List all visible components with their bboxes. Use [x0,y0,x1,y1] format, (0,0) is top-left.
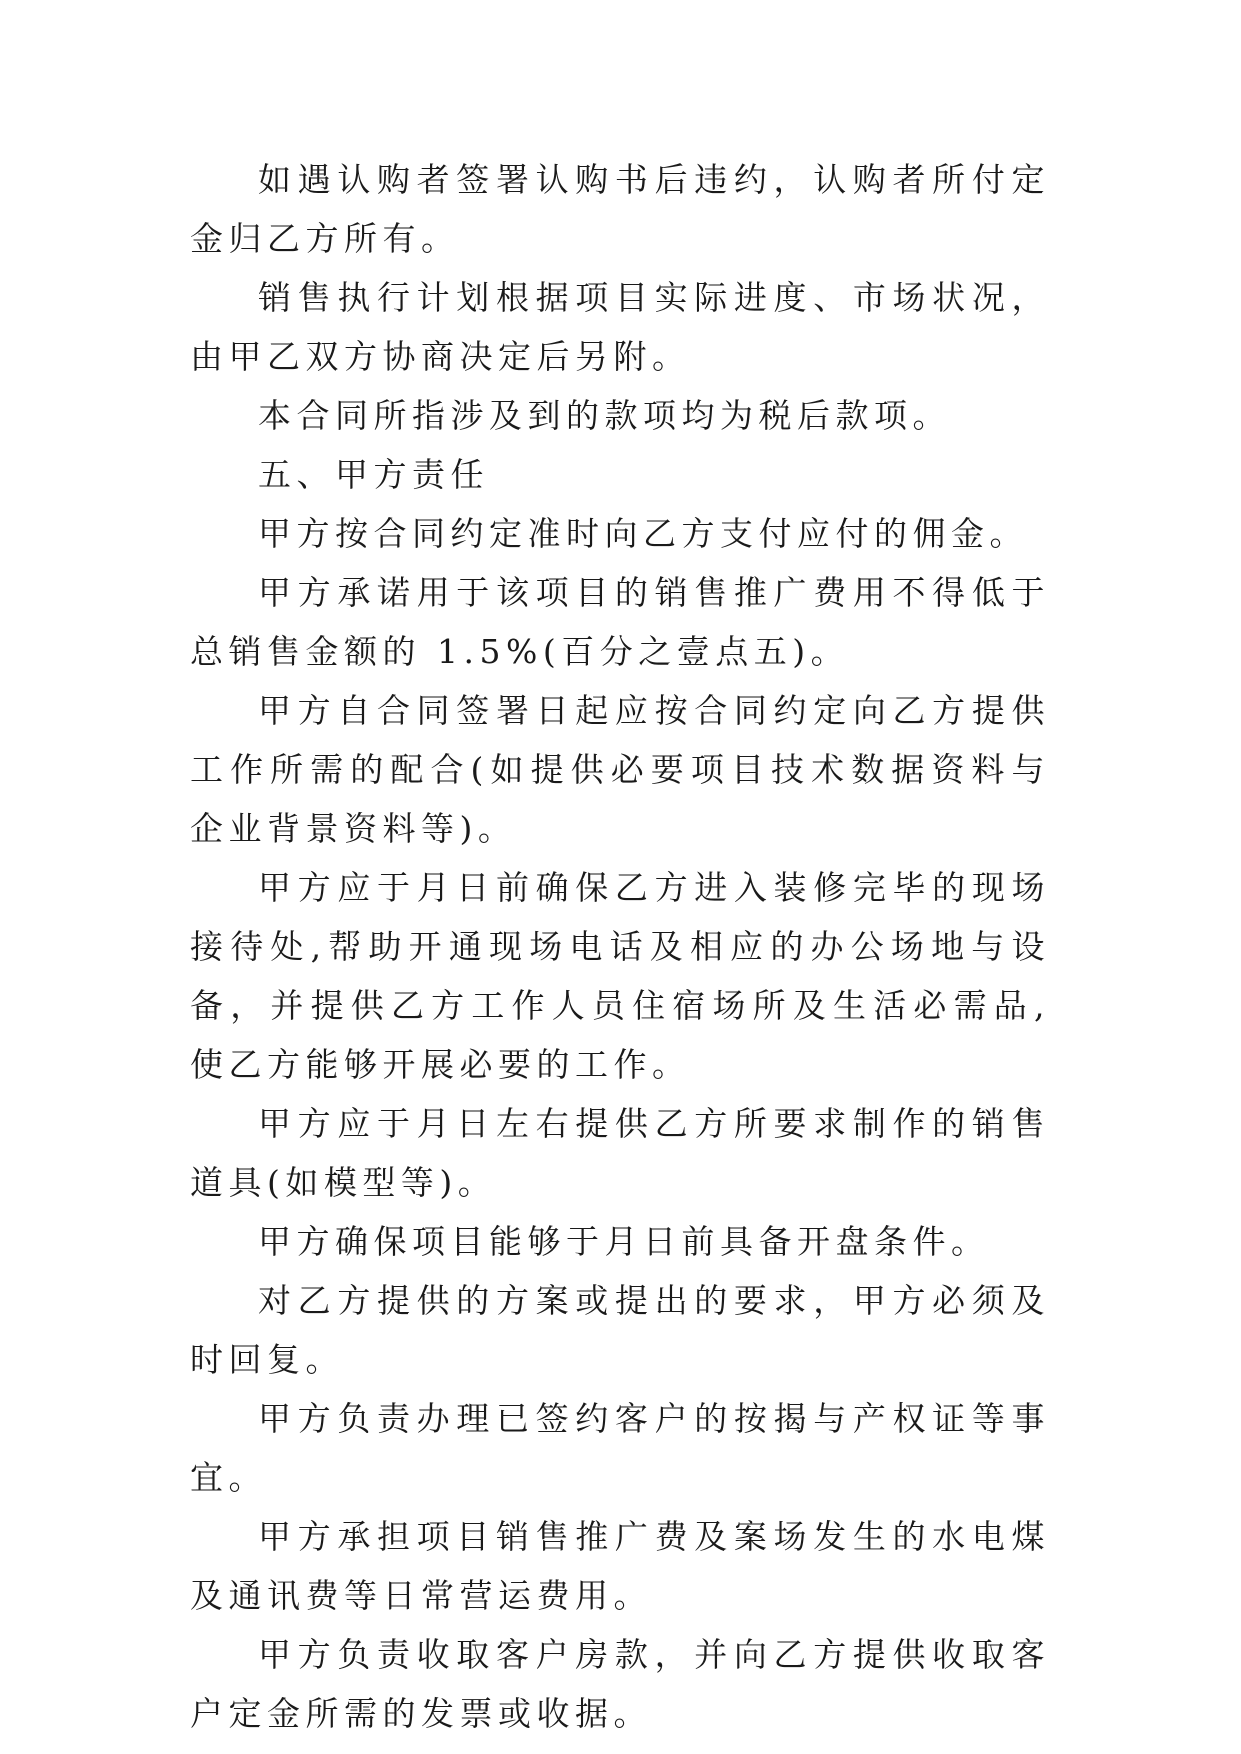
paragraph-cooperation: 甲方自合同签署日起应按合同约定向乙方提供工作所需的配合(如提供必要项目技术数据资料与企业背景资料等)。 [190,691,1050,848]
paragraph-sales-props: 甲方应于月日左右提供乙方所要求制作的销售道具(如模型等)。 [190,1104,1050,1202]
paragraph-after-tax: 本合同所指涉及到的款项均为税后款项。 [258,396,951,435]
paragraph-deposit-forfeit: 如遇认购者签署认购书后违约，认购者所付定金归乙方所有。 [190,160,1050,258]
paragraph-mortgage-title: 甲方负责办理已签约客户的按揭与产权证等事宜。 [190,1399,1050,1497]
paragraph-timely-reply: 对乙方提供的方案或提出的要求，甲方必须及时回复。 [190,1281,1050,1379]
paragraph-promotion-budget: 甲方承诺用于该项目的销售推广费用不得低于总销售金额的 1.5%(百分之壹点五)。 [190,573,1050,671]
section-heading-party-a-duties: 五、甲方责任 [258,455,489,494]
paragraph-sales-plan: 销售执行计划根据项目实际进度、市场状况，由甲乙双方协商决定后另附。 [190,278,1050,376]
paragraph-reception-site: 甲方应于月日前确保乙方进入装修完毕的现场接待处,帮助开通现场电话及相应的办公场地与设备，并提供乙方工作人员住宿场所及生活必需品,使乙方能够开展必要的工作。 [190,868,1050,1084]
document-body [190,150,1050,1743]
paragraph-operating-costs: 甲方承担项目销售推广费及案场发生的水电煤及通讯费等日常营运费用。 [190,1517,1050,1615]
paragraph-commission: 甲方按合同约定准时向乙方支付应付的佣金。 [258,514,1028,553]
paragraph-opening-conditions: 甲方确保项目能够于月日前具备开盘条件。 [258,1222,990,1261]
paragraph-collect-payments: 甲方负责收取客户房款，并向乙方提供收取客户定金所需的发票或收据。 [190,1635,1050,1733]
